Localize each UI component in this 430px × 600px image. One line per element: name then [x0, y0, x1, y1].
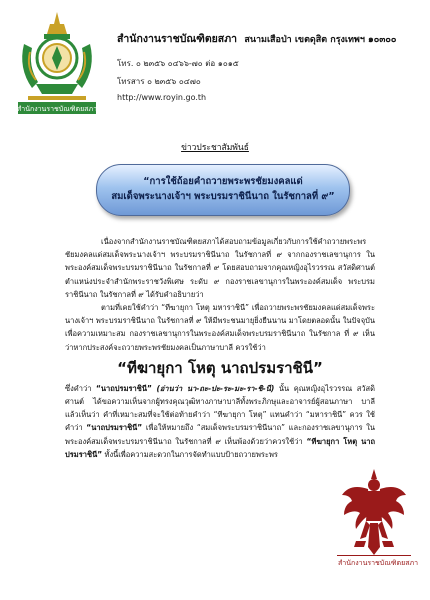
org-name: สำนักงานราชบัณฑิตยสภา [117, 33, 238, 45]
org-fax: โทรสาร ๐ ๒๓๕๖ ๐๔๗๐ [117, 77, 201, 86]
seal-divider [337, 555, 411, 556]
org-phone: โทร. ๐ ๒๓๕๖ ๐๔๖๖-๗๐ ต่อ ๑๐๑๕ [117, 59, 239, 68]
para3-closing: ทั้งนี้เพื่อความสะดวกในการจัดทำแบบป้ายถวายพระพร [104, 449, 278, 459]
letterhead-title [117, 30, 422, 47]
paragraph-1: เนื่องจากสำนักงานราชบัณฑิตยสภาได้สอบถามข้อมูลเกี่ยวกับการใช้คำถวายพระพร ชัยมงคลแด่สมเด็จพระนางเจ้าฯ พระบรมราชินีนาถ ในรัชกาลที่ ๙ จากกองราชเลขานุการ ในพระองค์สมเด็จพระบรมราชินีนาถ ในรัชกาลที่ ๙ โดยสอบถามจากคุณหญิงอุไรวรรณ สวัสดิศานต์ ตำแหน่งประจำสำนักพระราชวังพิเศษ ระดับ ๙ กองราชเลขานุการในพระองค์สมเด็จ พระบรมราชินีนาถ ในรัชกาลที่ ๙ ได้รับคำอธิบายว่า [65, 237, 375, 299]
term-natha-paramarajini: “นาถปรมราชินี” [95, 383, 152, 393]
term-full-blessing: “ทีฆายุกา โหตุ นาถปรมราชินี” [65, 436, 376, 459]
banner-line-1: “การใช้ถ้อยคำถวายพระพรชัยมงคลแด่ [143, 176, 303, 187]
paragraph-3 [65, 382, 375, 461]
term-natha-paramarajini-2: “นาถปรมราชินี” [86, 423, 143, 433]
title-banner [96, 164, 350, 216]
royal-institute-logo-icon [14, 8, 100, 116]
blessing-phrase: “ทีฆายุกา โหตุ นาถปรมราชินี” [117, 358, 323, 377]
org-website: http://www.royin.go.th [117, 93, 207, 102]
para3-agreement: เพื่อให้หมายถึง “สมเด็จพระบรมราชินีนาถ” และกองราชเลขานุการ ในพระองค์สมเด็จพระบรมราชินีนาถ ในรัชกาลที่ ๙ เห็นพ้องด้วยว่าควรใช้ว่า [65, 423, 375, 446]
letterhead [117, 30, 422, 102]
paragraph-2: ตามที่เคยใช้คำว่า “ทีฆายุกา โหตุ มหาราชินี” เพื่อถวายพระพรชัยมงคลแด่สมเด็จพระ นางเจ้าฯ พระบรมราชินีนาถ ในรัชกาลที่ ๙ ให้มีพระชนมายุยิ่งยืนนาน มาโดยตลอดนั้น ในปัจจุบันเพื่อความเหมาะสม กองราชเลขานุการในพระองค์สมเด็จพระบรมราชินีนาถ ในรัชกาล ที่ ๙ เห็นว่าหากประสงค์จะถวายพระพรชัยมงคลเป็นภาษาบาลี ควรใช้ว่า [65, 303, 375, 352]
seal-caption: สำนักงานราชบัณฑิตยสภา [338, 559, 419, 567]
press-release-heading: ข่าวประชาสัมพันธ์ [181, 143, 249, 153]
para3-intro: ซึ่งคำว่า [65, 383, 92, 393]
garuda-seal-icon [340, 465, 408, 565]
pronunciation: (อ่านว่า นา-ถะ-ปะ-ระ-มะ-รา-ชิ-นี) [156, 383, 275, 393]
logo-caption: สำนักงานราชบัณฑิตยสภา [16, 105, 98, 113]
banner-line-2: สมเด็จพระนางเจ้าฯ พระบรมราชินีนาถ ในรัชกาลที่ ๙” [111, 191, 335, 202]
org-address: สนามเสือป่า เขตดุสิต กรุงเทพฯ ๑๐๓๐๐ [244, 35, 397, 45]
document-body [65, 235, 375, 461]
para3-explanation: นั้น คุณหญิงอุไรวรรณ สวัสดิศานต์ ได้ขอความเห็นจากผู้ทรงคุณวุฒิทางภาษาบาลีทั้งพระภิกษุและอาจารย์ผู้สอนภาษา บาลีแล้วเห็นว่า คำที่เหมาะสมที่จะใช้ต่อท้ายคำว่า “ทีฆายุกา โหตุ” แทนคำว่า “มหาราชินี” ควร ใช้คำว่า [65, 383, 376, 433]
